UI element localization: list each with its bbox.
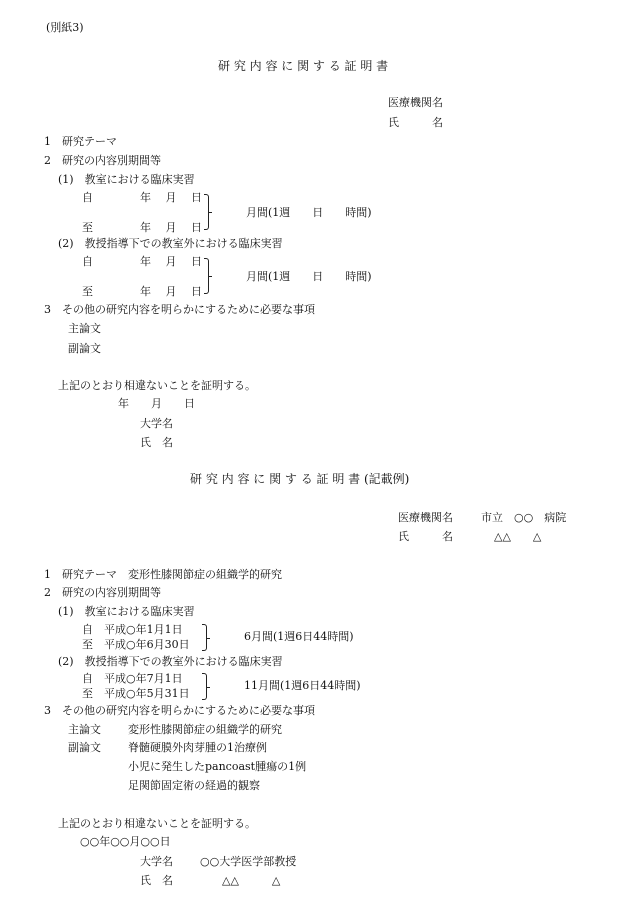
example-section-2: 2 研究の内容別期間等: [44, 586, 161, 599]
example-name-value: △△ △: [494, 530, 542, 543]
form-period-1-to-label: 至: [82, 221, 93, 234]
example-sub-paper-item: 脊髄硬膜外肉芽腫の1治療例: [128, 741, 267, 754]
form-certify-statement: 上記のとおり相違ないことを証明する。: [58, 379, 256, 392]
annex-label: (別紙3): [46, 21, 84, 34]
example-period-2-to: 至 平成○年5月31日: [82, 687, 190, 700]
form-institution-label: 医療機関名: [388, 96, 443, 109]
example-institution-value: 市立 ○○ 病院: [481, 511, 567, 524]
form-sub-paper-label: 副論文: [68, 342, 101, 355]
form-period-2-from-date: 年 月 日: [140, 255, 202, 268]
example-period-1-brace: [202, 624, 207, 651]
example-main-paper-title: 変形性膝関節症の組織学的研究: [128, 723, 282, 736]
form-university-label: 大学名: [140, 417, 173, 430]
form-period-1-duration: 月間(1週 日 時間): [246, 206, 372, 219]
form-period-2-duration: 月間(1週 日 時間): [246, 270, 372, 283]
example-institution-label: 医療機関名: [398, 511, 453, 524]
example-university-value: ○○大学医学部教授: [200, 855, 297, 868]
example-period-2-duration: 11月間(1週6日44時間): [244, 679, 361, 692]
form-period-2-to-date: 年 月 日: [140, 285, 202, 298]
example-university-label: 大学名: [140, 855, 173, 868]
example-certify-statement: 上記のとおり相違ないことを証明する。: [58, 817, 256, 830]
example-sub-paper-label: 副論文: [68, 741, 101, 754]
example-sub-paper-item: 足関節固定術の経過的観察: [128, 779, 260, 792]
example-date: ○○年○○月○○日: [80, 835, 171, 848]
example-section-1: 1 研究テーマ 変形性膝関節症の組織学的研究: [44, 568, 282, 581]
example-period-2-brace: [202, 673, 207, 700]
form-period-2-heading: (2) 教授指導下での教室外における臨床実習: [58, 237, 283, 250]
form-date: 年 月 日: [118, 397, 195, 410]
example-period-1-to: 至 平成○年6月30日: [82, 638, 190, 651]
form-section-2: 2 研究の内容別期間等: [44, 154, 161, 167]
example-signer-name-value: △△ △: [222, 874, 281, 887]
form-section-3: 3 その他の研究内容を明らかにするために必要な事項: [44, 303, 315, 316]
example-period-1-from: 自 平成○年1月1日: [82, 623, 183, 636]
form-period-1-to-date: 年 月 日: [140, 221, 202, 234]
form-period-1-heading: (1) 教室における臨床実習: [58, 173, 195, 186]
example-period-2-heading: (2) 教授指導下での教室外における臨床実習: [58, 655, 283, 668]
form-name-label: 氏 名: [388, 116, 443, 129]
form-period-1-from-date: 年 月 日: [140, 191, 202, 204]
form-title: 研 究 内 容 に 関 す る 証 明 書: [218, 59, 389, 73]
form-section-1: 1 研究テーマ: [44, 135, 117, 148]
example-section-3: 3 その他の研究内容を明らかにするために必要な事項: [44, 704, 315, 717]
example-name-label: 氏 名: [398, 530, 453, 543]
example-main-paper-label: 主論文: [68, 723, 101, 736]
form-signer-name-label: 氏 名: [140, 436, 173, 449]
form-period-2-from-label: 自: [82, 255, 93, 268]
form-period-1-brace: [204, 194, 209, 230]
example-title: 研 究 内 容 に 関 す る 証 明 書 (記載例): [190, 472, 410, 486]
example-period-1-heading: (1) 教室における臨床実習: [58, 605, 195, 618]
form-main-paper-label: 主論文: [68, 322, 101, 335]
form-period-2-to-label: 至: [82, 285, 93, 298]
example-period-1-duration: 6月間(1週6日44時間): [244, 630, 354, 643]
example-period-2-from: 自 平成○年7月1日: [82, 672, 183, 685]
form-period-1-from-label: 自: [82, 191, 93, 204]
example-sub-paper-item: 小児に発生したpancoast腫瘍の1例: [128, 760, 307, 773]
form-period-2-brace: [204, 258, 209, 294]
example-signer-name-label: 氏 名: [140, 874, 173, 887]
